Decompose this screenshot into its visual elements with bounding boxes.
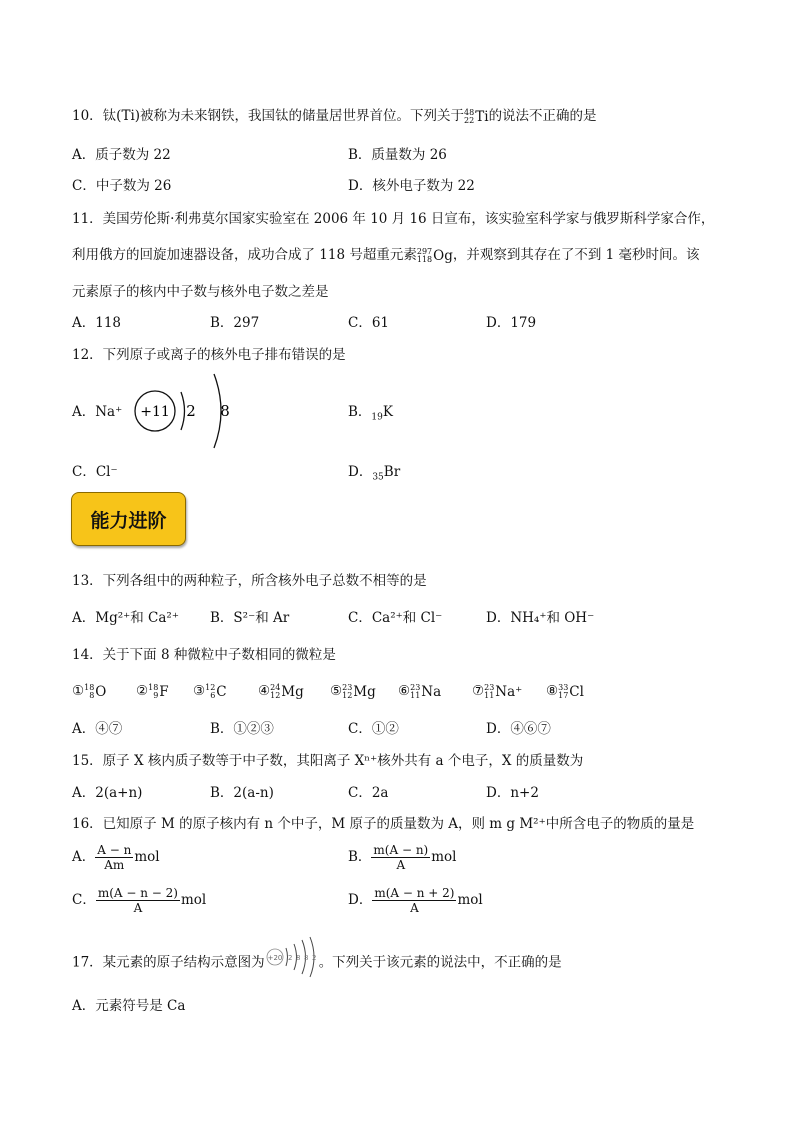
- q11-stem-line3: 元素原子的核内中子数与核外电子数之差是: [72, 284, 329, 300]
- q14-stem: 14．关于下面 8 种微粒中子数相同的微粒是: [72, 647, 336, 663]
- q14-particle: ③ 12 6 C: [193, 682, 227, 700]
- q17-atomic-diagram: [265, 936, 319, 978]
- q12-option-c[interactable]: C．Cl⁻: [72, 464, 118, 480]
- q10-nuclide: 48 22 Ti: [464, 107, 489, 125]
- q17-option-a[interactable]: A．元素符号是 Ca: [72, 998, 186, 1014]
- svg-text:2: 2: [287, 954, 293, 962]
- q10-option-b[interactable]: B．质量数为 26: [348, 147, 447, 163]
- q13-option-d[interactable]: D．NH₄⁺和 OH⁻: [486, 610, 595, 626]
- q12-option-d[interactable]: D．$_{35}$Br: [348, 464, 401, 483]
- q15-option-a[interactable]: A．2(a+n): [72, 785, 143, 801]
- q14-option-b[interactable]: B．①②③: [210, 721, 274, 737]
- fraction: $\frac{m(A - n - 2)}{A}$: [97, 886, 178, 915]
- q10-option-c[interactable]: C．中子数为 26: [72, 178, 172, 194]
- q17-stem: 17．某元素的原子结构示意图为 +20 2 8 8 2 。下列关于该元素的说法中，不正确的是: [72, 948, 562, 978]
- svg-text:+20: +20: [267, 954, 283, 962]
- q16-option-c[interactable]: C． $\frac{m(A - n - 2)}{A}$ mol: [72, 886, 207, 915]
- fraction: $\frac{m(A - n)}{A}$: [373, 843, 429, 872]
- q16-stem: 16．已知原子 M 的原子核内有 n 个中子，M 原子的质量数为 A，则 m g M²⁺中所含电子的物质的量是: [72, 816, 695, 832]
- q11-nuclide: 297 118 Og: [416, 246, 453, 264]
- q12-nucleus-charge: +11: [140, 404, 170, 420]
- fraction: $\frac{A - n}{Am}$: [97, 843, 132, 872]
- q11-option-a[interactable]: A．118: [72, 315, 122, 331]
- q11-option-b[interactable]: B．297: [210, 315, 260, 331]
- q12-shell-1: 2: [186, 402, 196, 420]
- q12-option-b[interactable]: B．$_{19}$K: [348, 404, 393, 423]
- q16-option-b[interactable]: B． $\frac{m(A - n)}{A}$ mol: [348, 843, 457, 872]
- q13-option-c[interactable]: C．Ca²⁺和 Cl⁻: [348, 610, 443, 626]
- svg-text:8: 8: [295, 954, 301, 962]
- q14-particle: ② 18 9 F: [136, 682, 169, 700]
- q16-option-a[interactable]: A． $\frac{A - n}{Am}$ mol: [72, 843, 160, 872]
- fraction: $\frac{m(A - n + 2)}{A}$: [374, 886, 455, 915]
- q16-option-d[interactable]: D． $\frac{m(A - n + 2)}{A}$ mol: [348, 886, 483, 915]
- q10-stem: 10．钛(Ti)被称为未来钢铁，我国钛的储量居世界首位。下列关于 48 22 Ti 的说法不正确的是: [72, 107, 597, 125]
- q14-option-c[interactable]: C．①②: [348, 721, 399, 737]
- q10-option-a[interactable]: A．质子数为 22: [72, 147, 171, 163]
- q10-option-d[interactable]: D．核外电子数为 22: [348, 178, 475, 194]
- q15-option-d[interactable]: D．n+2: [486, 785, 539, 801]
- q13-option-a[interactable]: A．Mg²⁺和 Ca²⁺: [72, 610, 179, 626]
- q14-particle: ④ 24 12 Mg: [258, 682, 304, 700]
- q12-option-a[interactable]: A．Na⁺: [72, 404, 123, 420]
- q11-option-d[interactable]: D．179: [486, 315, 537, 331]
- q11-stem-line1: 11．美国劳伦斯·利弗莫尔国家实验室在 2006 年 10 月 16 日宣布，该实验室科学家与俄罗斯科学家合作，: [72, 211, 715, 227]
- svg-text:2: 2: [311, 954, 317, 962]
- q14-option-d[interactable]: D．④⑥⑦: [486, 721, 551, 737]
- q14-particle: ⑥ 23 11 Na: [398, 682, 442, 700]
- q14-particle: ① 18 8 O: [72, 682, 107, 700]
- svg-text:8: 8: [303, 954, 309, 962]
- q14-particle: ⑤ 23 12 Mg: [330, 682, 376, 700]
- q14-particle: ⑦ 23 11 Na⁺: [472, 682, 523, 700]
- q12-shell-2: 8: [220, 402, 230, 420]
- q15-stem: 15．原子 X 核内质子数等于中子数，其阳离子 Xⁿ⁺核外共有 a 个电子，X 的质量数为: [72, 753, 584, 769]
- q12-stem: 12．下列原子或离子的核外电子排布错误的是: [72, 347, 346, 363]
- q14-option-a[interactable]: A．④⑦: [72, 721, 123, 737]
- section-badge: 能力进阶: [71, 492, 186, 546]
- q13-stem: 13．下列各组中的两种粒子，所含核外电子总数不相等的是: [72, 573, 427, 589]
- q13-option-b[interactable]: B．S²⁻和 Ar: [210, 610, 290, 626]
- q15-option-b[interactable]: B．2(a-n): [210, 785, 274, 801]
- q11-option-c[interactable]: C．61: [348, 315, 390, 331]
- q12-atomic-diagram: [128, 370, 238, 452]
- q11-stem-line2: 利用俄方的回旋加速器设备，成功合成了 118 号超重元素 297 118 Og ，并观察到其存在了不到 1 毫秒时间。该: [72, 246, 700, 264]
- q15-option-c[interactable]: C．2a: [348, 785, 389, 801]
- q14-particle: ⑧ 33 17 Cl: [546, 682, 584, 700]
